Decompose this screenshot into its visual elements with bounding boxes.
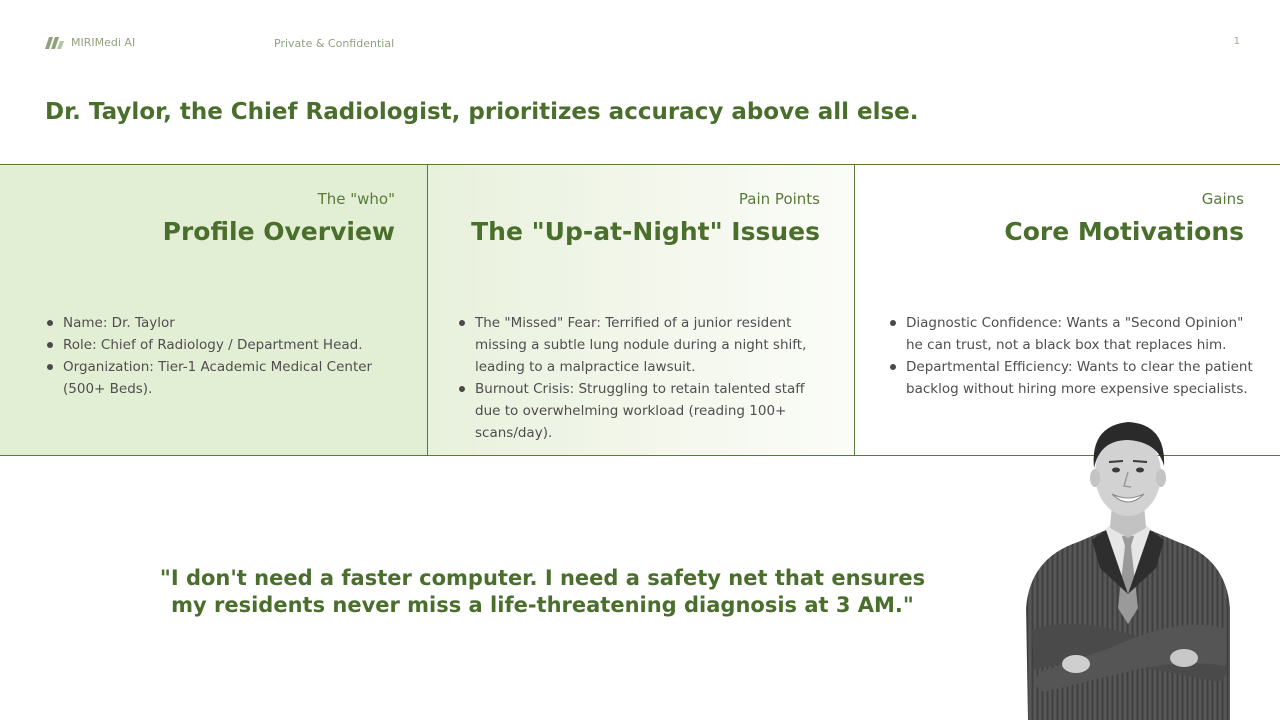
brand-logo-icon [45, 37, 64, 49]
column-heading: The "Up-at-Night" Issues [471, 217, 820, 246]
slide-header [45, 36, 1240, 52]
confidential-label: Private & Confidential [274, 37, 395, 50]
persona-columns [0, 164, 1280, 456]
slide-title: Dr. Taylor, the Chief Radiologist, prioritizes accuracy above all else. [45, 99, 919, 125]
bullet-item: Burnout Crisis: Struggling to retain talented staff due to overwhelming workload (reading 100+ scans/day). [457, 378, 832, 444]
bullet-item: The "Missed" Fear: Terrified of a junior resident missing a subtle lung nodule during a night shift, leading to a malpractice lawsuit. [457, 312, 832, 378]
column-kicker: Pain Points [738, 190, 820, 208]
column-kicker: The "who" [317, 190, 395, 208]
pain-points-column [427, 165, 854, 455]
bullet-item: Role: Chief of Radiology / Department Head. [45, 334, 390, 356]
bullet-list [457, 312, 832, 444]
bullet-item: Departmental Efficiency: Wants to clear the patient backlog without hiring more expensive specialists. [888, 356, 1258, 400]
brand-name: MIRIMedi AI [71, 36, 136, 49]
column-heading: Core Motivations [1004, 217, 1244, 246]
persona-quote: "I don't need a faster computer. I need a safety net that ensures my residents never miss a life-threatening diagnosis at 3 AM." [159, 566, 926, 617]
column-kicker: Gains [1201, 190, 1244, 208]
bullet-list [888, 312, 1258, 400]
gains-column [854, 165, 1280, 455]
profile-column [0, 165, 427, 455]
column-heading: Profile Overview [162, 217, 395, 246]
bullet-item: Organization: Tier-1 Academic Medical Center (500+ Beds). [45, 356, 390, 400]
persona-portrait [1018, 418, 1238, 720]
bullet-item: Name: Dr. Taylor [45, 312, 390, 334]
brand-logo [45, 36, 135, 49]
page-number: 1 [1233, 36, 1240, 47]
bullet-list [45, 312, 390, 400]
bullet-item: Diagnostic Confidence: Wants a "Second Opinion" he can trust, not a black box that replaces him. [888, 312, 1258, 356]
